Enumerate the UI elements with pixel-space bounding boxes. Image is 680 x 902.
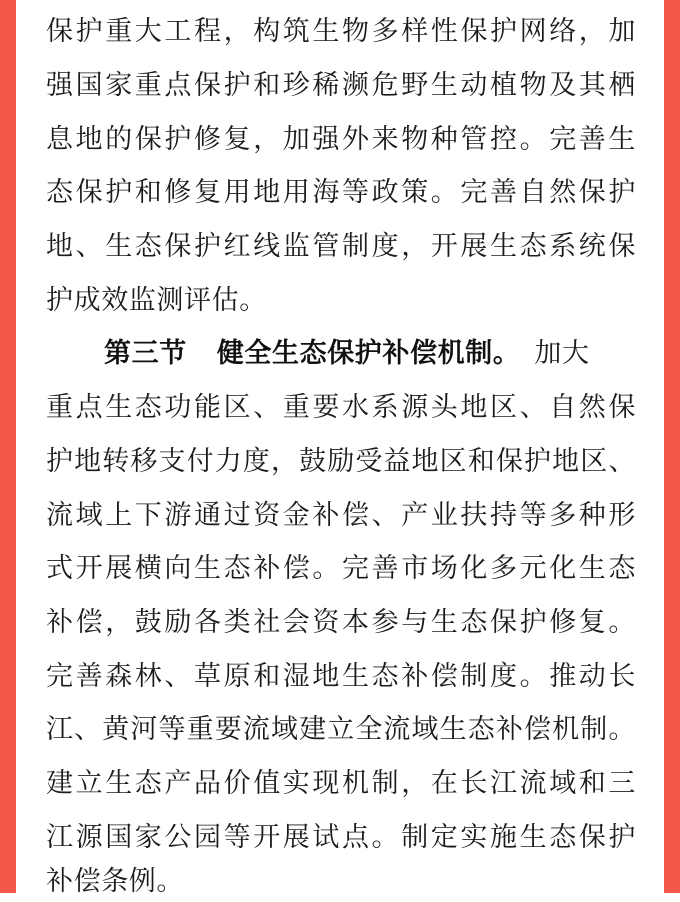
text-line: 江、黄河等重要流域建立全流域生态补偿机制。 [46, 714, 636, 745]
text-line: 重点生态功能区、重要水系源头地区、自然保 [46, 392, 636, 423]
text-line: 江源国家公园等开展试点。制定实施生态保护 [46, 822, 636, 853]
text-line: 保护重大工程，构筑生物多样性保护网络，加 [46, 16, 636, 47]
document-page [16, 0, 664, 897]
text-line: 态保护和修复用地用海等政策。完善自然保护 [46, 177, 636, 208]
right-red-border [664, 0, 680, 893]
left-red-border [0, 0, 16, 893]
text-line: 强国家重点保护和珍稀濒危野生动植物及其栖 [46, 70, 636, 101]
text-line: 护地转移支付力度，鼓励受益地区和保护地区、 [46, 446, 636, 477]
text-line: 护成效监测评估。 [46, 285, 267, 316]
section-first-text: 加大 [534, 338, 590, 369]
section-label: 第三节 [104, 338, 187, 369]
text-line: 流域上下游通过资金补偿、产业扶持等多种形 [46, 500, 636, 531]
section-title: 健全生态保护补偿机制。 [216, 338, 521, 369]
text-line: 息地的保护修复，加强外来物种管控。完善生 [46, 124, 636, 155]
text-line: 地、生态保护红线监管制度，开展生态系统保 [46, 231, 636, 262]
text-line: 补偿，鼓励各类社会资本参与生态保护修复。 [46, 607, 636, 638]
text-line: 建立生态产品价值实现机制，在长江流域和三 [46, 768, 636, 799]
text-line: 式开展横向生态补偿。完善市场化多元化生态 [46, 553, 636, 584]
section-heading-line [104, 334, 636, 374]
text-line: 完善森林、草原和湿地生态补偿制度。推动长 [46, 661, 636, 692]
text-line: 补偿条例。 [46, 866, 184, 897]
